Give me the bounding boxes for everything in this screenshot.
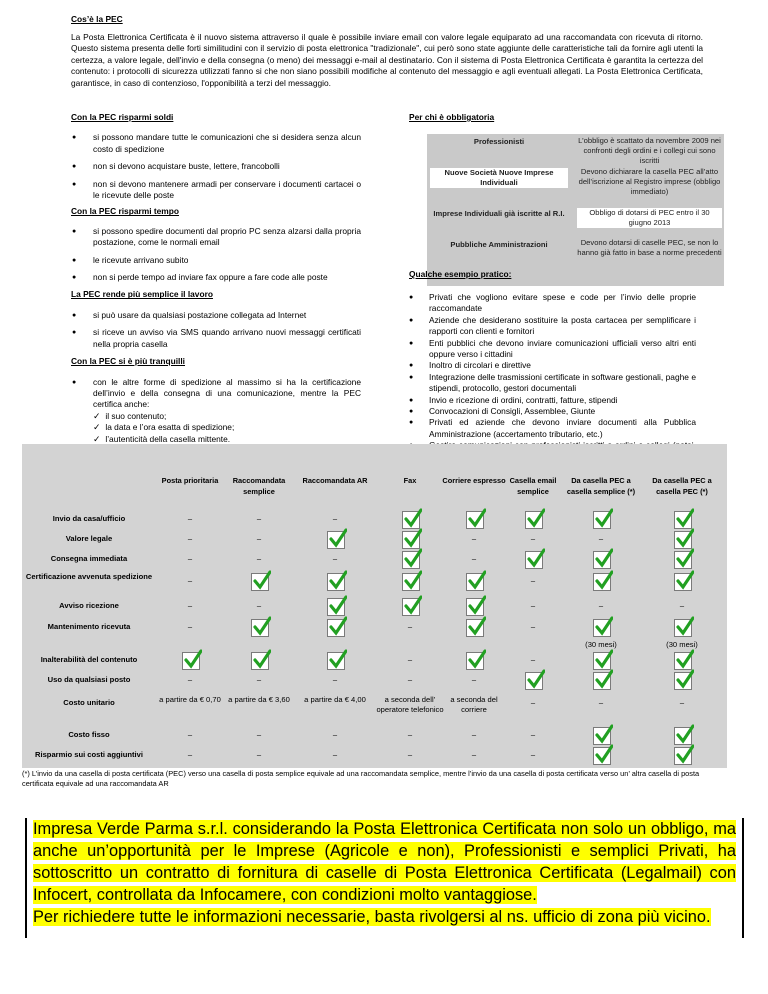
dash: –: [332, 730, 338, 739]
check-icon: [674, 619, 692, 637]
dash: –: [256, 675, 262, 684]
column-header: Raccomandata AR: [302, 476, 368, 485]
dash: –: [530, 730, 536, 739]
cell-value: a partire da € 4,00: [304, 695, 366, 704]
dash: –: [332, 675, 338, 684]
check-icon: [593, 652, 611, 670]
comparison-table: [22, 444, 727, 768]
dash: –: [256, 554, 262, 563]
check-icon: [525, 672, 543, 690]
dash: –: [530, 698, 536, 707]
row-label: Costo fisso: [68, 730, 110, 739]
cell-value: a seconda del corriere: [450, 695, 498, 714]
examples-title: Qualche esempio pratico:: [409, 269, 512, 279]
check-icon: [466, 652, 484, 670]
section-title-tempo: Con la PEC risparmi tempo: [71, 206, 179, 217]
check-icon: [593, 747, 611, 765]
oblig-label: Imprese Individuali già iscritte al R.I.: [433, 209, 565, 218]
check-icon: [251, 619, 269, 637]
check-icon: [674, 727, 692, 745]
cell-value: a partire da € 0,70: [159, 695, 221, 704]
check-icon: [466, 619, 484, 637]
dash: –: [407, 750, 413, 759]
check-icon: [251, 652, 269, 670]
list-item: ● si può usare da qualsiasi postazione collegata ad Internet: [71, 310, 361, 321]
list-item: ● con le altre forme di spedizione al massimo si ha la certificazione dell’invio e della consegna di una comunicazione, mentre la PEC certifica anche:: [71, 377, 361, 411]
check-icon: [402, 551, 420, 569]
example-item: ● Enti pubblici che devono inviare comunicazioni ufficiali verso altri enti oppure verso i cittadini: [409, 338, 696, 361]
check-icon: [327, 619, 345, 637]
checkmark-icon: ✓: [93, 410, 101, 421]
dash: –: [187, 514, 193, 523]
dash: –: [471, 554, 477, 563]
dash: –: [332, 514, 338, 523]
dash: –: [332, 554, 338, 563]
dash: –: [407, 730, 413, 739]
row-label: Mantenimento ricevuta: [47, 622, 131, 631]
row-label: Invio da casa/ufficio: [52, 514, 126, 523]
column-header: Da casella PEC a casella PEC (*): [652, 476, 712, 496]
row-label: Uso da qualsiasi posto: [47, 675, 131, 684]
column-header: Posta prioritaria: [161, 476, 219, 485]
dash: –: [256, 514, 262, 523]
dash: –: [187, 675, 193, 684]
check-icon: [402, 573, 420, 591]
check-icon: [466, 511, 484, 529]
section-title-lavoro: La PEC rende più semplice il lavoro: [71, 289, 213, 300]
promo-contact: Per richiedere tutte le informazioni necessarie, basta rivolgersi al ns. ufficio di zona più vicino.: [33, 908, 711, 926]
row-label: Inalterabilità del contenuto: [40, 655, 138, 664]
check-icon: [593, 573, 611, 591]
check-icon: [674, 573, 692, 591]
check-icon: [674, 672, 692, 690]
oblig-desc: Devono dotarsi di caselle PEC, se non lo hanno già fatto in base a norme precedenti: [577, 238, 722, 257]
dash: –: [187, 750, 193, 759]
check-icon: [593, 511, 611, 529]
dash: –: [407, 675, 413, 684]
example-item: ● Convocazioni di Consigli, Assemblee, Giunte: [409, 406, 696, 417]
promo-text: Impresa Verde Parma s.r.l. considerando la Posta Elettronica Certificata non solo un obbligo, ma anche un’opportunità per le Imprese (Agricole e non), Professionisti e semplici Privati, ha sottoscritto un contratto di fornitura di caselle di Posta Elettronica Certificata (Legalmail) con Infocert, controllata da Infocamere, con condizioni molto vantaggiose.: [33, 820, 736, 904]
check-icon: [466, 598, 484, 616]
row-label: Costo unitario: [63, 698, 115, 707]
check-icon: [593, 619, 611, 637]
duration-note: (30 mesi): [666, 640, 698, 649]
dash: –: [187, 576, 193, 585]
dash: –: [530, 576, 536, 585]
dash: –: [471, 534, 477, 543]
dash: –: [256, 534, 262, 543]
check-item: ✓ la data e l’ora esatta di spedizione;: [93, 422, 235, 433]
example-item: ● Integrazione delle trasmissioni certificate in software gestionali, paghe e stipendi, protocollo, gestori documentali: [409, 372, 696, 395]
dash: –: [530, 622, 536, 631]
check-icon: [674, 511, 692, 529]
oblig-label: Nuove Società Nuove Imprese Individuali: [430, 168, 568, 188]
dash: –: [407, 622, 413, 631]
check-icon: [593, 672, 611, 690]
list-item: ● si possono mandare tutte le comunicazioni che si desidera senza alcun costo di spedizione: [71, 132, 361, 155]
oblig-title: Per chi è obbligatoria: [409, 112, 495, 122]
intro-text: La Posta Elettronica Certificata è il nuovo sistema attraverso il quale è possibile inviare email con valore legale equiparato ad una raccomandata con ricevuta di ritorno. Questo sistema presenta delle forti similitudini con il servizio di posta elettronica "tradizionale", cui però sono state aggiunte delle caratteristiche tali da fornire agli utenti la certezza, a valore legale, dell'invio e della consegna (o meno) dei messaggi e-mail al destinatario. Con il sistema di Posta Elettronica Certificata è garantita la certezza del contenuto: i protocolli di sicurezza utilizzati fanno si che non siano possibili modifiche al contenuto del messaggio e agli eventuali allegati. La Posta Elettronica Certificata, garantisce, in caso di contenzioso, l'opponibilità a terzi del messaggio.: [71, 32, 703, 88]
dash: –: [187, 622, 193, 631]
cell-value: a partire da € 3,60: [228, 695, 290, 704]
dash: –: [679, 698, 685, 707]
column-header: Corriere espresso: [442, 476, 506, 485]
section-title-tranquilli: Con la PEC si è più tranquilli: [71, 356, 186, 367]
check-icon: [251, 573, 269, 591]
dash: –: [530, 750, 536, 759]
row-label: Valore legale: [65, 534, 113, 543]
checkmark-icon: ✓: [93, 422, 101, 433]
dash: –: [679, 601, 685, 610]
dash: –: [332, 750, 338, 759]
column-header: Fax: [403, 476, 417, 485]
dash: –: [598, 601, 604, 610]
check-icon: [593, 727, 611, 745]
row-label: Certificazione avvenuta spedizione: [25, 572, 153, 581]
section-title-soldi: Con la PEC risparmi soldi: [71, 112, 174, 122]
dash: –: [187, 554, 193, 563]
dash: –: [187, 534, 193, 543]
list-item: ● non si devono mantenere armadi per conservare i documenti cartacei o le ricevute delle poste: [71, 179, 361, 202]
oblig-table: [427, 134, 724, 286]
column-header: Da casella PEC a casella semplice (*): [566, 476, 636, 496]
check-icon: [402, 531, 420, 549]
list-item: ● si riceve un avviso via SMS quando arrivano nuovi messaggi certificati nella propria casella: [71, 327, 361, 350]
column-header: Raccomandata semplice: [232, 476, 286, 496]
dash: –: [471, 675, 477, 684]
duration-note: (30 mesi): [585, 640, 617, 649]
check-item: ✓ il suo contenuto;: [93, 410, 167, 421]
dash: –: [187, 730, 193, 739]
dash: –: [598, 534, 604, 543]
promo-box: [25, 818, 744, 938]
dash: –: [471, 730, 477, 739]
list-item: ● si possono spedire documenti dal proprio PC senza alzarsi dalla propria postazione, come le normali email: [71, 226, 361, 249]
row-label: Avviso ricezione: [59, 601, 119, 610]
check-icon: [327, 598, 345, 616]
left-column: [71, 112, 361, 445]
check-icon: [327, 573, 345, 591]
row-label: Risparmio sui costi aggiuntivi: [34, 750, 144, 759]
check-icon: [466, 573, 484, 591]
dash: –: [530, 601, 536, 610]
oblig-desc: Obbligo di dotarsi di PEC entro il 30 giugno 2013: [577, 208, 722, 228]
list-item: ● non si devono acquistare buste, lettere, francobolli: [71, 161, 361, 172]
oblig-label: Pubbliche Amministrazioni: [450, 240, 548, 249]
oblig-desc: L’obbligo è scattato da novembre 2009 nei confronti degli ordini e i collegi cui sono iscritti: [578, 136, 721, 165]
dash: –: [598, 698, 604, 707]
dash: –: [530, 534, 536, 543]
oblig-label: Professionisti: [473, 137, 525, 146]
check-icon: [327, 652, 345, 670]
dash: –: [471, 750, 477, 759]
check-icon: [525, 511, 543, 529]
example-item: ● Invio e ricezione di ordini, contratti, fatture, stipendi: [409, 395, 696, 406]
check-icon: [182, 652, 200, 670]
check-icon: [674, 551, 692, 569]
example-item: ● Inoltro di circolari e direttive: [409, 360, 696, 371]
check-icon: [674, 652, 692, 670]
dash: –: [256, 730, 262, 739]
check-icon: [525, 551, 543, 569]
list-item: ● le ricevute arrivano subito: [71, 255, 361, 266]
footnote: (*) L’invio da una casella di posta certificata (PEC) verso una casella di posta semplice equivale ad una raccomandata semplice, mentre l’invio da una casella di posta certificata verso un’ altra casella di posta certificata equivale ad una raccomandata AR: [22, 769, 700, 788]
example-item: ● Aziende che desiderano sostituire la posta cartacea per semplificare i rapporti con clienti e fornitori: [409, 315, 696, 338]
cell-value: a seconda dell’ operatore telefonico: [376, 695, 444, 714]
dash: –: [187, 601, 193, 610]
oblig-desc: Devono dichiarare la casella PEC all’atto dell’iscrizione al Registro imprese (obbligo immediato): [578, 167, 721, 196]
column-header: Casella email semplice: [509, 476, 557, 496]
check-icon: [327, 531, 345, 549]
check-icon: [674, 747, 692, 765]
row-label: Consegna immediata: [50, 554, 128, 563]
check-icon: [593, 551, 611, 569]
list-item: ● non si perde tempo ad inviare fax oppure a fare code alle poste: [71, 272, 361, 283]
check-icon: [402, 511, 420, 529]
dash: –: [407, 655, 413, 664]
check-icon: [674, 531, 692, 549]
checkmark-icon: ✓: [93, 433, 101, 444]
check-item: ✓ l’autenticità della casella mittente.: [93, 433, 231, 444]
check-icon: [402, 598, 420, 616]
examples-list: [409, 292, 696, 463]
intro-title: Cos’è la PEC: [71, 14, 123, 24]
example-item: ● Privati che vogliono evitare spese e code per l’invio delle proprie raccomandate: [409, 292, 696, 315]
dash: –: [530, 655, 536, 664]
dash: –: [256, 750, 262, 759]
example-item: ● Privati ed aziende che devono inviare documenti alla Pubblica Amministrazione (accertamento tributario, etc.): [409, 417, 696, 440]
dash: –: [256, 601, 262, 610]
